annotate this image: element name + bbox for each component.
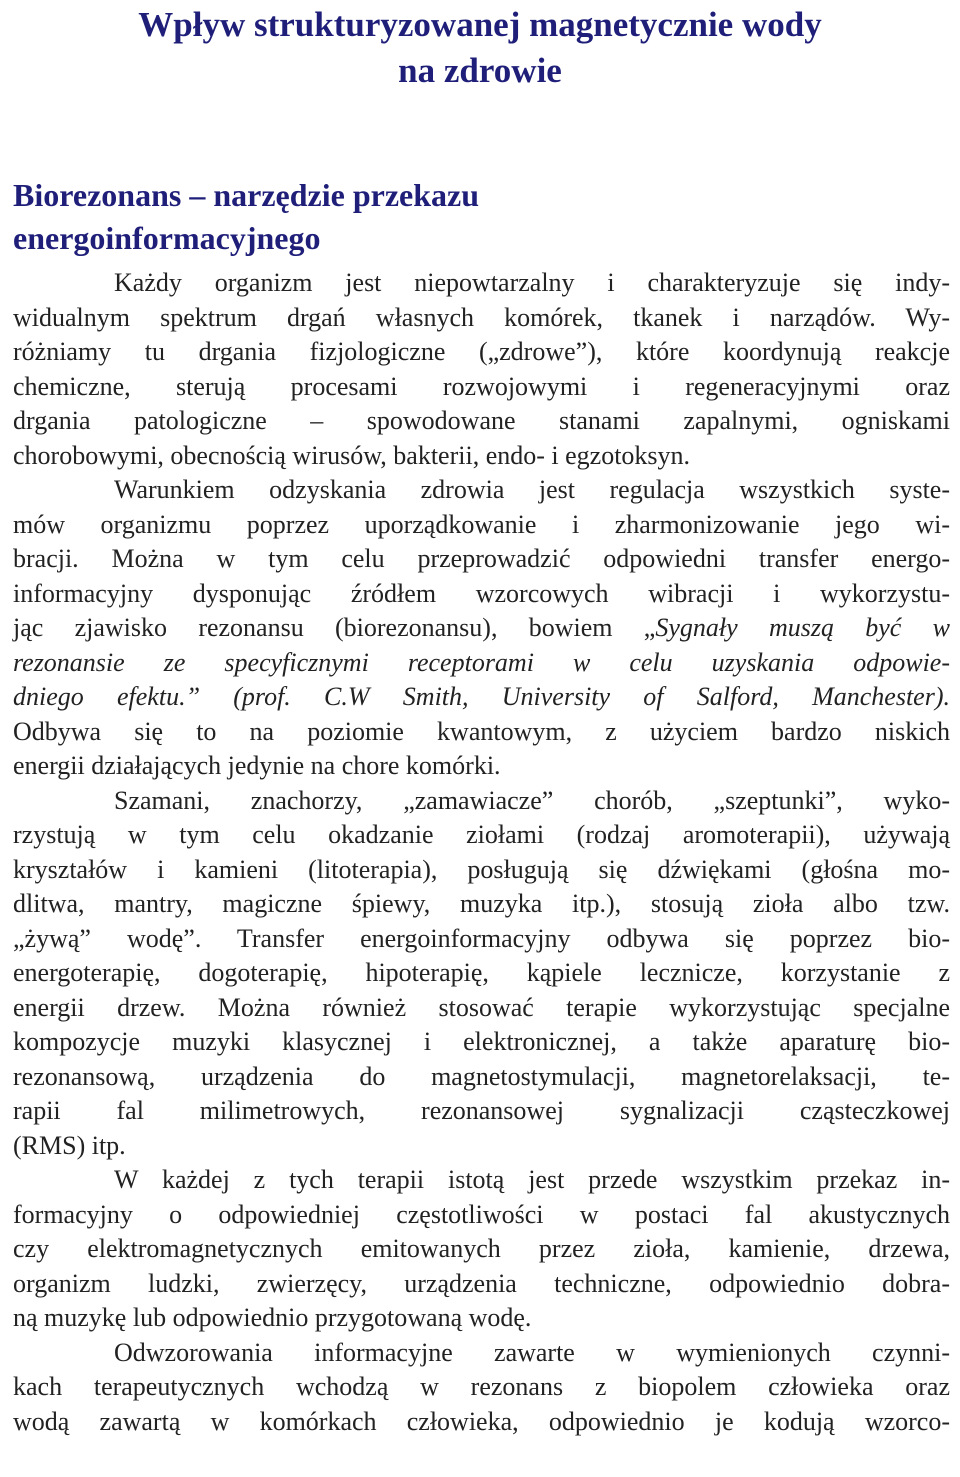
text-line: różniamy tu drgania fizjologiczne („zdrowe”), które koordynują reakcje bbox=[13, 337, 950, 366]
italic-quote-line: rezonansie ze specyficznymi receptorami w celu uzyskania odpowie- bbox=[13, 647, 950, 677]
title-line-1: Wpływ strukturyzowanej magnetycznie wody bbox=[138, 5, 822, 44]
article-body bbox=[13, 266, 950, 1439]
text-line: czy elektromagnetycznych emitowanych przez zioła, kamienie, drzewa, bbox=[13, 1234, 950, 1263]
text-line: Warunkiem odzyskania zdrowia jest regulacja wszystkich syste- bbox=[114, 475, 950, 504]
text-line: (RMS) itp. bbox=[13, 1130, 126, 1160]
text-line: „żywą” wodę”. Transfer energoinformacyjny odbywa się poprzez bio- bbox=[13, 923, 950, 953]
text-line: ną muzykę lub odpowiednio przygotowaną wodę. bbox=[13, 1303, 532, 1332]
text-line: Odbywa się to na poziomie kwantowym, z użyciem bardzo niskich bbox=[13, 716, 950, 746]
text-line: W każdej z tych terapii istotą jest przede wszystkim przekaz in- bbox=[114, 1165, 950, 1194]
text-line: mów organizmu poprzez uporządkowanie i zharmonizowanie jego wi- bbox=[13, 509, 950, 539]
text-line: rezonansową, urządzenia do magnetostymulacji, magnetorelaksacji, te- bbox=[13, 1061, 950, 1091]
italic-quote-line: dniego efektu.” (prof. C.W Smith, University of Salford, Manchester). bbox=[13, 682, 950, 711]
text-line: energoterapię, dogoterapię, hipoterapię, kąpiele lecznicze, korzystanie z bbox=[13, 958, 950, 987]
text-line: chorobowymi, obecnością wirusów, bakterii, endo- i egzotoksyn. bbox=[13, 440, 691, 470]
title-line-2: na zdrowie bbox=[398, 51, 562, 90]
text-line: kach terapeutycznych wchodzą w rezonans z biopolem człowieka oraz bbox=[13, 1372, 950, 1401]
page-title bbox=[0, 2, 960, 94]
text-line: organizm ludzki, zwierzęcy, urządzenia techniczne, odpowiednio dobra- bbox=[13, 1268, 950, 1298]
text-line: wodą zawartą w komórkach człowieka, odpowiednio je kodują wzorco- bbox=[13, 1406, 950, 1436]
text-line: drgania patologiczne – spowodowane stanami zapalnymi, ogniskami bbox=[13, 406, 950, 435]
text-line: dlitwa, mantry, magiczne śpiewy, muzyka itp.), stosują zioła albo tzw. bbox=[13, 889, 950, 918]
text-line: bracji. Można w tym celu przeprowadzić odpowiedni transfer energo- bbox=[13, 544, 950, 573]
text-line: widualnym spektrum drgań własnych komórek, tkanek i narządów. Wy- bbox=[13, 302, 950, 332]
text-line: energii drzew. Można również stosować terapie wykorzystując specjalne bbox=[13, 992, 950, 1022]
text-line: Każdy organizm jest niepowtarzalny i charakteryzuje się indy- bbox=[114, 268, 950, 297]
text-line: Szamani, znachorzy, „zamawiacze” chorób, „szeptunki”, wyko- bbox=[114, 785, 950, 815]
section-heading-line-1: Biorezonans – narzędzie przekazu bbox=[13, 177, 480, 213]
section-heading bbox=[13, 174, 613, 260]
text-line: rzystują w tym celu okadzanie ziołami (rodzaj aromoterapii), używają bbox=[13, 820, 950, 849]
text-line: rapii fal milimetrowych, rezonansowej sygnalizacji cząsteczkowej bbox=[13, 1096, 950, 1125]
text-line: chemiczne, sterują procesami rozwojowymi i regeneracyjnymi oraz bbox=[13, 371, 950, 401]
text-line-with-quote bbox=[13, 611, 950, 646]
text-line: informacyjny dysponując źródłem wzorcowych wibracji i wykorzystu- bbox=[13, 578, 950, 608]
section-heading-line-2: energoinformacyjnego bbox=[13, 220, 321, 256]
text-line: formacyjny o odpowiedniej częstotliwości w postaci fal akustycznych bbox=[13, 1199, 950, 1229]
italic-quote-segment: Sygnały muszą być w bbox=[655, 613, 950, 642]
text-line: energii działających jedynie na chore komórki. bbox=[13, 751, 501, 780]
text-line: kompozycje muzyki klasycznej i elektronicznej, a także aparaturę bio- bbox=[13, 1027, 950, 1056]
text-line: kryształów i kamieni (litoterapia), posługują się dźwiękami (głośna mo- bbox=[13, 854, 950, 884]
text-line: Odwzorowania informacyjne zawarte w wymienionych czynni- bbox=[114, 1337, 950, 1367]
text-segment: jąc zjawisko rezonansu (biorezonansu), bowiem „ bbox=[13, 613, 656, 642]
